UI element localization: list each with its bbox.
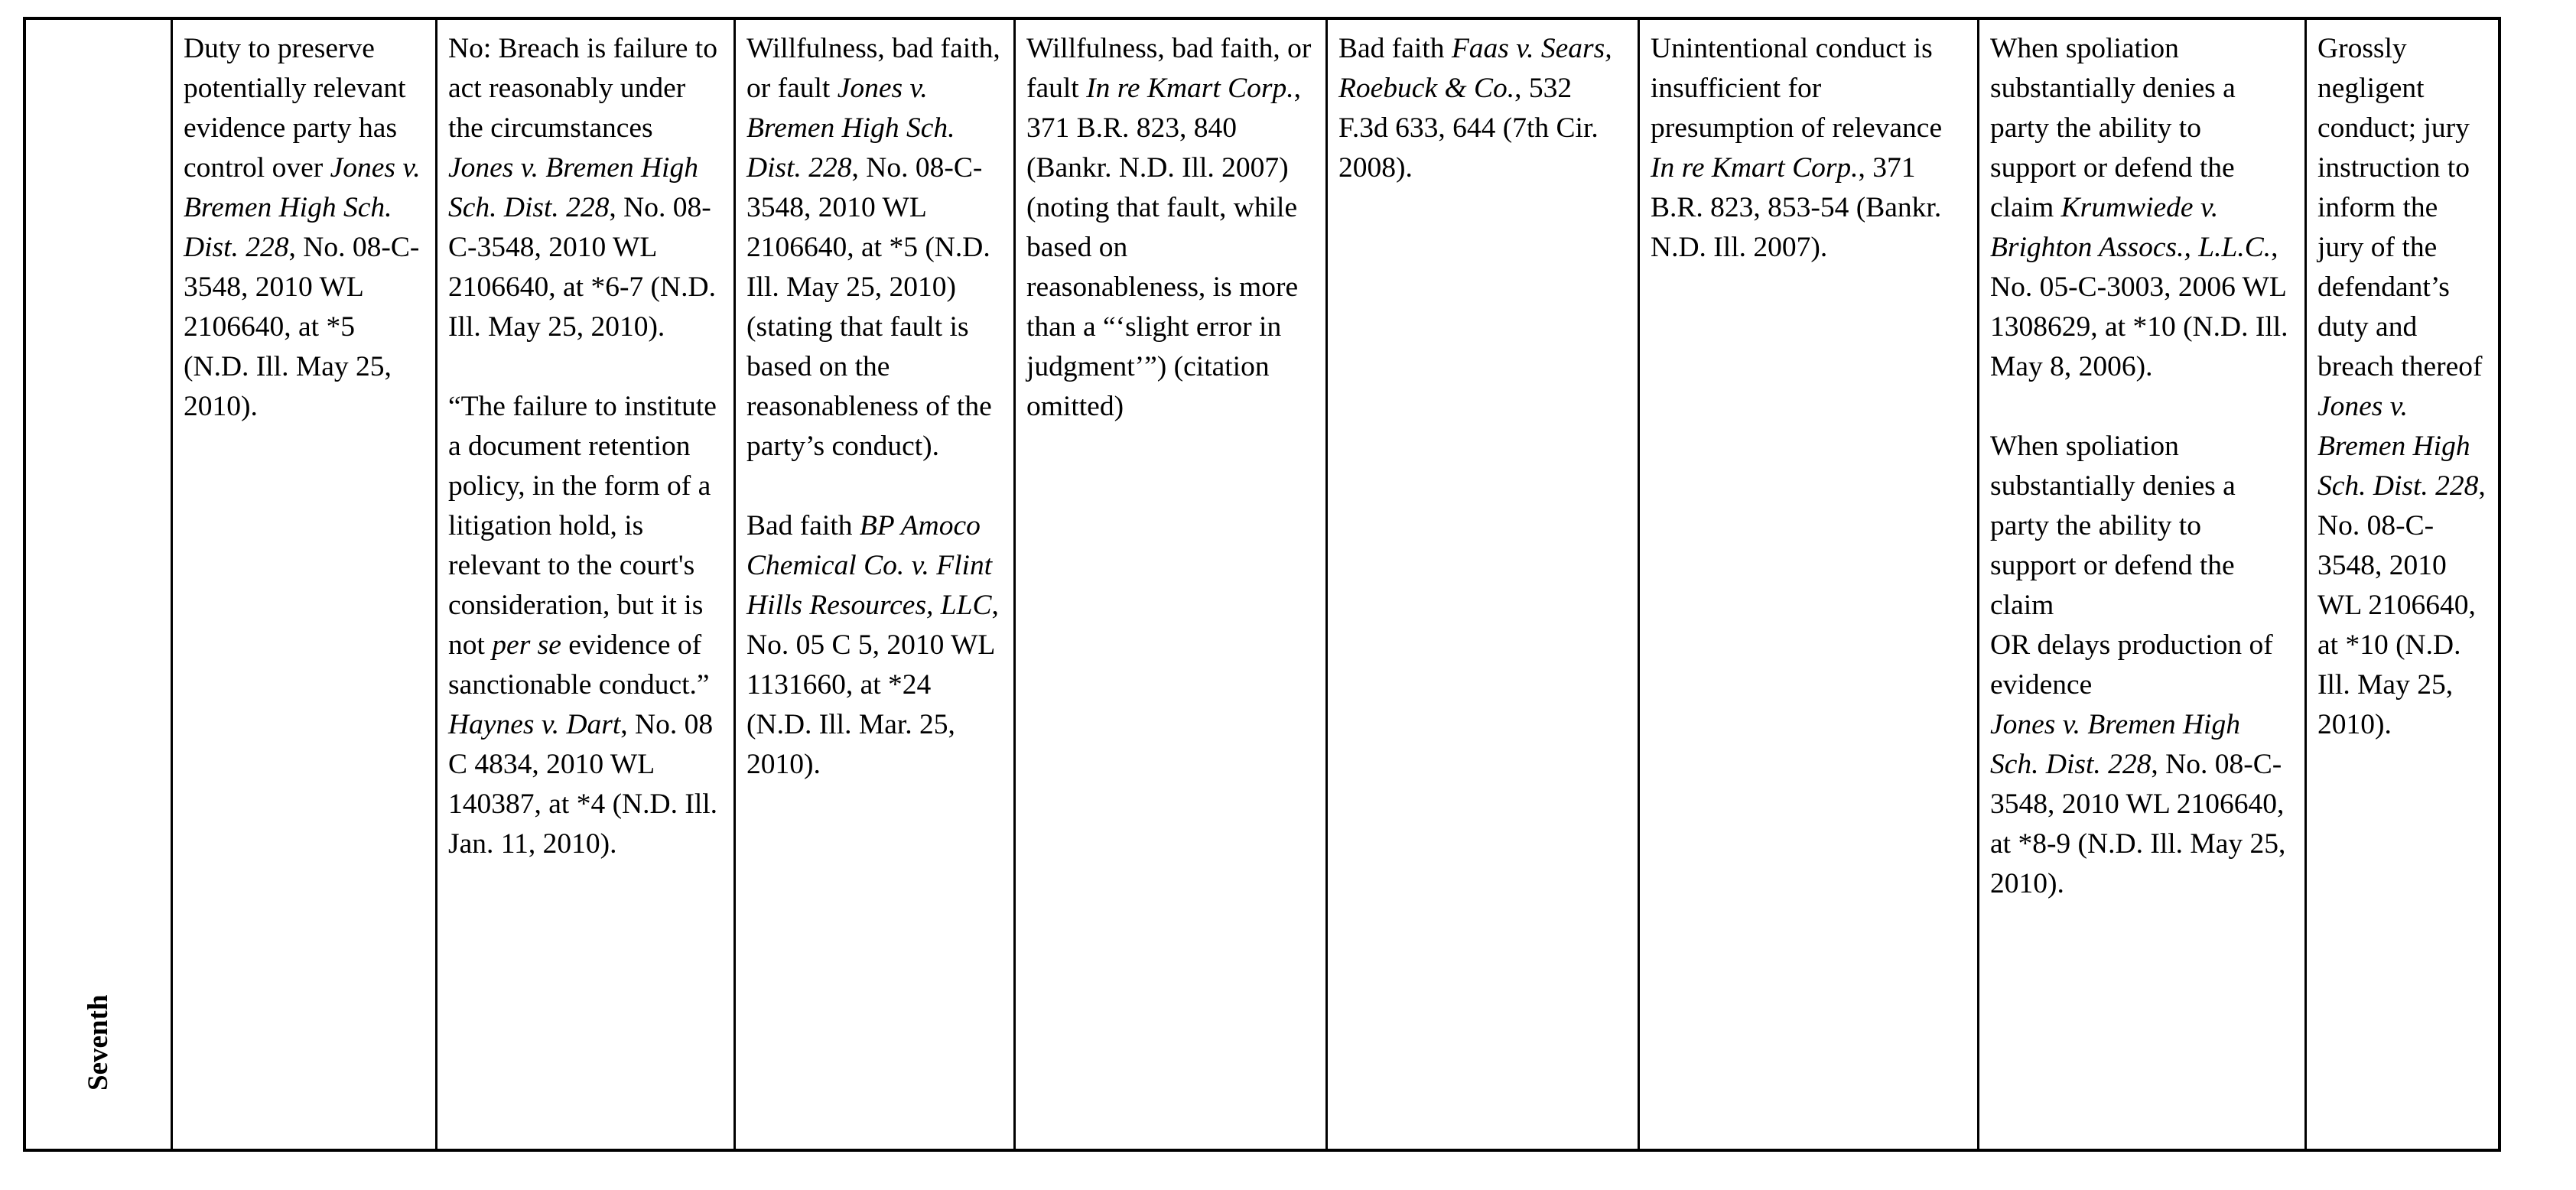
- breach-paragraph-2: [448, 387, 721, 864]
- culpability-case-name: Jones v. Bremen High Sch. Dist. 228: [746, 73, 955, 184]
- sanction-case-name: Jones v. Bremen High Sch. Dist. 228: [2317, 391, 2479, 502]
- prejudice-citation-2: , No. 08-C-3548, 2010 WL 2106640, at *8-9 (N.D. Ill. May 25, 2010).: [1990, 749, 2286, 899]
- prejudice-case-name: Krumwiede v. Brighton Assocs., L.L.C.: [1990, 192, 2272, 263]
- prejudice-paragraph-1: [1990, 29, 2292, 387]
- row-label: Seventh: [82, 994, 114, 1091]
- duty-citation: , No. 08-C-3548, 2010 WL 2106640, at *5 (N.D. Ill. May 25, 2010).: [184, 232, 420, 422]
- prejudice-text-2: When spoliation substantially denies a party the ability to support or defend the claim: [1990, 431, 2236, 621]
- sanction-text: Grossly negligent conduct; jury instruction to inform the jury of the defendant’s duty and breach thereof: [2317, 33, 2483, 382]
- row-label-cell: [26, 20, 173, 1149]
- breach-cell: [437, 20, 736, 1149]
- culpability-text-2: Bad faith: [746, 510, 860, 541]
- breach-quote-end: evidence of sanctionable conduct.”: [448, 629, 710, 701]
- bad-faith-cell: [1328, 20, 1640, 1149]
- breach-case-name: Jones v. Bremen High Sch. Dist. 228: [448, 152, 698, 223]
- breach-citation: , No. 08-C-3548, 2010 WL 2106640, at *6-7 (N.D. Ill. May 25, 2010).: [448, 192, 716, 343]
- relevance-cell: [1640, 20, 1979, 1149]
- culpability-cell: [736, 20, 1016, 1149]
- prejudice-text-3: OR delays production of evidence: [1990, 629, 2273, 701]
- breach-quote: “The failure to institute a document retention policy, in the form of a litigation hold, is relevant to the court's consideration, but it is not: [448, 391, 717, 661]
- relevance-citation: , 371 B.R. 823, 853-54 (Bankr. N.D. Ill. 2007).: [1651, 152, 1942, 263]
- prejudice-cell: [1979, 20, 2307, 1149]
- culpability-citation-2: , No. 05 C 5, 2010 WL 1131660, at *24 (N.D. Ill. Mar. 25, 2010).: [746, 590, 999, 780]
- breach-paragraph-1: [448, 29, 721, 347]
- culpability-paragraph-2: [746, 506, 1001, 785]
- duty-cell: [173, 20, 437, 1149]
- duty-case-name: Jones v. Bremen High Sch. Dist. 228: [184, 152, 421, 263]
- bad-faith-case-name: Faas v. Sears, Roebuck & Co.: [1338, 33, 1612, 104]
- prejudice-citation: , No. 05-C-3003, 2006 WL 1308629, at *10 (N.D. Ill. May 8, 2006).: [1990, 232, 2288, 382]
- culpability-case-name-2: BP Amoco Chemical Co. v. Flint Hills Resources, LLC: [746, 510, 993, 621]
- culpability-text: Willfulness, bad faith, or fault: [746, 33, 1000, 104]
- culpability-paragraph-1: [746, 29, 1001, 467]
- sanction-cell: [2307, 20, 2498, 1149]
- duty-text: Duty to preserve potentially relevant evidence party has control over: [184, 33, 406, 184]
- prejudice-text: When spoliation substantially denies a party the ability to support or defend the claim: [1990, 33, 2236, 223]
- prejudice-paragraph-2: [1990, 427, 2292, 904]
- relevance-case-name: In re Kmart Corp.: [1651, 152, 1859, 184]
- kmart-case-name: In re Kmart Corp.: [1086, 73, 1294, 104]
- bad-faith-text: Bad faith: [1338, 33, 1452, 64]
- prejudice-case-name-2: Jones v. Bremen High Sch. Dist. 228: [1990, 709, 2240, 780]
- breach-quote-emphasis: per se: [492, 629, 561, 661]
- relevance-text: Unintentional conduct is insufficient for presumption of relevance: [1651, 33, 1943, 144]
- spoliation-table: [23, 17, 2501, 1152]
- kmart-text: Willfulness, bad faith, or fault: [1026, 33, 1312, 104]
- breach-citation-2: , No. 08 C 4834, 2010 WL 140387, at *4 (N.D. Ill. Jan. 11, 2010).: [448, 709, 718, 860]
- breach-case-name-2: Haynes v. Dart: [448, 709, 621, 740]
- kmart-citation: , 371 B.R. 823, 840 (Bankr. N.D. Ill. 2007) (noting that fault, while based on reasonableness, is more than a “‘slight error in judgment’”) (citation omitted): [1026, 73, 1302, 422]
- breach-text: No: Breach is failure to act reasonably under the circumstances: [448, 33, 717, 144]
- sanction-citation: , No. 08-C-3548, 2010 WL 2106640, at *10 (N.D. Ill. May 25, 2010).: [2317, 470, 2486, 740]
- kmart-cell: [1016, 20, 1328, 1149]
- bad-faith-citation: , 532 F.3d 633, 644 (7th Cir. 2008).: [1338, 73, 1599, 184]
- culpability-citation: , No. 08-C-3548, 2010 WL 2106640, at *5 (N.D. Ill. May 25, 2010) (stating that fault is based on the reasonableness of the party’s conduct).: [746, 152, 992, 462]
